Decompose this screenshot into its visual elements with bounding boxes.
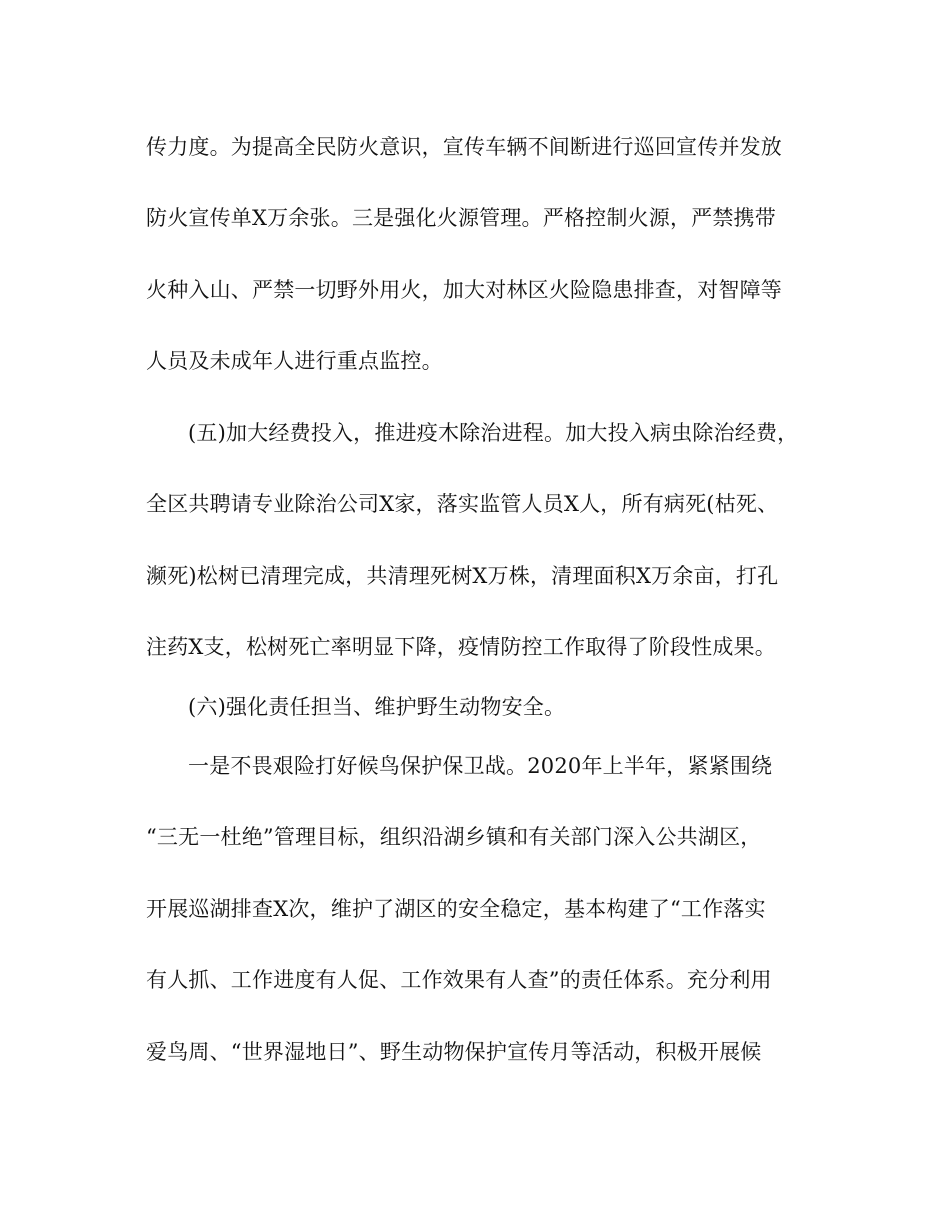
text-line-2: 防火宣传单X万余张。三是强化火源管理。严格控制火源，严禁携带: [146, 206, 776, 230]
text-line-1: 传力度。为提高全民防火意识，宣传车辆不间断进行巡回宣传并发放: [146, 135, 782, 159]
text-line-3: 火种入山、严禁一切野外用火，加大对林区火险隐患排查，对智障等: [146, 278, 782, 302]
text-line-9: (六)强化责任担当、维护野生动物安全。: [188, 695, 566, 719]
text-line-12: 开展巡湖排查X次，维护了湖区的安全稳定，基本构建了“工作落实: [146, 897, 766, 921]
text-line-5: (五)加大经费投入，推进疫木除治进程。加大投入病虫除治经费，: [188, 421, 799, 445]
text-line-7: 濒死)松树已清理完成，共清理死树X万株，清理面积X万余亩，打孔: [146, 564, 779, 588]
text-line-13: 有人抓、工作进度有人促、工作效果有人查”的责任体系。充分利用: [146, 968, 772, 992]
text-line-10: 一是不畏艰险打好候鸟保护保卫战。2020年上半年，紧紧围绕: [188, 754, 773, 778]
text-line-11: “三无一杜绝”管理目标，组织沿湖乡镇和有关部门深入公共湖区，: [146, 825, 762, 849]
text-line-8: 注药X支，松树死亡率明显下降，疫情防控工作取得了阶段性成果。: [146, 635, 776, 659]
text-line-14: 爱鸟周、“世界湿地日”、野生动物保护宣传月等活动，积极开展候: [146, 1040, 762, 1064]
text-line-4: 人员及未成年人进行重点监控。: [146, 349, 443, 373]
text-line-6: 全区共聘请专业除治公司X家，落实监管人员X人，所有病死(枯死、: [146, 492, 779, 516]
